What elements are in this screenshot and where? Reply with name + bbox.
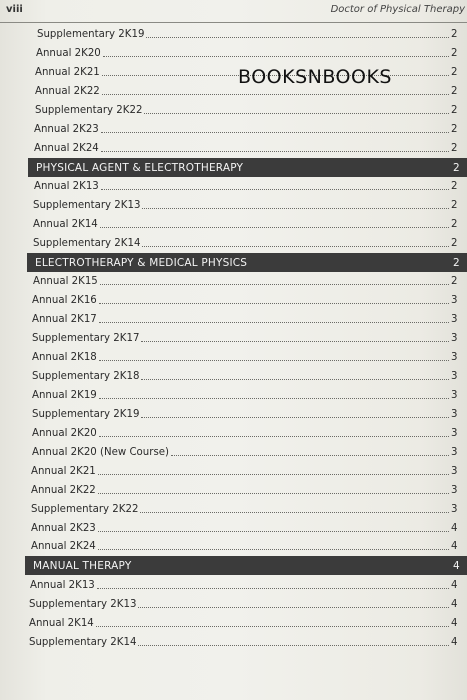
page-ref: 2 xyxy=(451,28,458,40)
page-ref: 4 xyxy=(451,598,458,610)
toc-entry xyxy=(34,120,465,138)
dot-leader xyxy=(141,378,449,380)
page-ref: 3 xyxy=(451,332,458,344)
toc-entry xyxy=(29,614,465,632)
entry-label: Annual 2K18 xyxy=(32,351,97,363)
page-ref: 2 xyxy=(451,142,458,154)
toc-entry xyxy=(32,291,465,309)
page-ref: 4 xyxy=(451,579,458,591)
dot-leader xyxy=(98,473,449,475)
toc-entry xyxy=(34,177,465,195)
dot-leader xyxy=(99,302,449,304)
toc-entry xyxy=(33,215,465,233)
toc-entry xyxy=(32,367,465,385)
entry-label: Supplementary 2K22 xyxy=(35,104,143,116)
section-heading xyxy=(25,556,467,575)
entry-label: Annual 2K14 xyxy=(33,218,98,230)
page-ref: 3 xyxy=(451,484,458,496)
section-title: PHYSICAL AGENT & ELECTROTHERAPY xyxy=(36,161,244,174)
entry-label: Annual 2K20 xyxy=(32,427,97,439)
dot-leader xyxy=(138,606,449,608)
dot-leader xyxy=(138,644,449,646)
toc-entry xyxy=(29,595,465,613)
dot-leader xyxy=(98,492,449,494)
entry-label: Annual 2K15 xyxy=(33,275,98,287)
entry-label: Supplementary 2K19 xyxy=(32,408,140,420)
entry-label: Annual 2K14 xyxy=(29,617,94,629)
toc-entry xyxy=(31,462,465,480)
watermark: BOOKSNBOOKS xyxy=(238,66,392,88)
entry-label: Annual 2K24 xyxy=(34,142,99,154)
page-ref: 3 xyxy=(451,294,458,306)
dot-leader xyxy=(146,36,449,38)
toc-entry xyxy=(34,139,465,157)
section-heading xyxy=(28,158,467,177)
entry-label: Annual 2K17 xyxy=(32,313,97,325)
dot-leader xyxy=(142,207,449,209)
entry-label: Annual 2K16 xyxy=(32,294,97,306)
dot-leader xyxy=(141,416,449,418)
dot-leader xyxy=(100,226,449,228)
toc-entry xyxy=(32,386,465,404)
toc-entry xyxy=(32,310,465,328)
entry-label: Annual 2K24 xyxy=(31,540,96,552)
toc-entry xyxy=(31,519,465,537)
page-ref: 2 xyxy=(451,85,458,97)
entry-label: Annual 2K21 xyxy=(31,465,96,477)
page-number: viii xyxy=(6,4,23,15)
entry-label: Annual 2K22 xyxy=(31,484,96,496)
toc-entry xyxy=(35,101,465,119)
dot-leader xyxy=(142,245,449,247)
page-ref: 2 xyxy=(453,256,460,269)
toc-entry xyxy=(32,443,465,461)
toc-entry xyxy=(31,500,465,518)
entry-label: Supplementary 2K19 xyxy=(37,28,145,40)
entry-label: Annual 2K22 xyxy=(35,85,100,97)
dot-leader xyxy=(99,397,449,399)
dot-leader xyxy=(97,587,449,589)
dot-leader xyxy=(100,283,449,285)
page-ref: 3 xyxy=(451,313,458,325)
entry-label: Annual 2K23 xyxy=(34,123,99,135)
entry-label: Supplementary 2K18 xyxy=(32,370,140,382)
dot-leader xyxy=(101,131,449,133)
entry-label: Annual 2K13 xyxy=(30,579,95,591)
dot-leader xyxy=(102,93,449,95)
entry-label: Supplementary 2K13 xyxy=(29,598,137,610)
entry-label: Supplementary 2K22 xyxy=(31,503,139,515)
dot-leader xyxy=(101,188,449,190)
section-heading xyxy=(27,253,467,272)
page-ref: 3 xyxy=(451,408,458,420)
page-ref: 3 xyxy=(451,370,458,382)
page-ref: 2 xyxy=(451,275,458,287)
running-head: Doctor of Physical Therapy xyxy=(330,4,465,15)
entry-label: Annual 2K19 xyxy=(32,389,97,401)
dot-leader xyxy=(101,150,449,152)
entry-label: Supplementary 2K14 xyxy=(29,636,137,648)
toc-entry xyxy=(33,272,465,290)
toc-entry xyxy=(29,633,465,651)
page-ref: 2 xyxy=(451,104,458,116)
toc-entry xyxy=(37,25,465,43)
page-ref: 3 xyxy=(451,389,458,401)
page-ref: 3 xyxy=(451,446,458,458)
toc-entry xyxy=(33,234,465,252)
page-ref: 2 xyxy=(451,218,458,230)
dot-leader xyxy=(99,359,449,361)
toc-entry xyxy=(33,196,465,214)
entry-label: Supplementary 2K13 xyxy=(33,199,141,211)
page-ref: 2 xyxy=(451,47,458,59)
entry-label: Annual 2K20 (New Course) xyxy=(32,446,169,458)
dot-leader xyxy=(99,435,449,437)
entry-label: Annual 2K13 xyxy=(34,180,99,192)
entry-label: Annual 2K23 xyxy=(31,522,96,534)
page-ref: 3 xyxy=(451,465,458,477)
toc-entry xyxy=(36,44,465,62)
dot-leader xyxy=(98,530,449,532)
page-ref: 3 xyxy=(451,427,458,439)
section-title: ELECTROTHERAPY & MEDICAL PHYSICS xyxy=(35,256,248,269)
dot-leader xyxy=(144,112,449,114)
page-ref: 4 xyxy=(451,636,458,648)
dot-leader xyxy=(171,454,449,456)
page-ref: 4 xyxy=(453,559,460,572)
dot-leader xyxy=(103,55,449,57)
entry-label: Supplementary 2K14 xyxy=(33,237,141,249)
page-ref: 2 xyxy=(451,199,458,211)
toc-entry xyxy=(30,576,465,594)
page-ref: 4 xyxy=(451,540,458,552)
page-ref: 2 xyxy=(453,161,460,174)
page-ref: 2 xyxy=(451,66,458,78)
toc-entry xyxy=(32,329,465,347)
page-ref: 3 xyxy=(451,503,458,515)
page-ref: 2 xyxy=(451,237,458,249)
dot-leader xyxy=(98,548,449,550)
dot-leader xyxy=(96,625,449,627)
toc-entry xyxy=(31,537,465,555)
section-title: MANUAL THERAPY xyxy=(33,559,132,572)
dot-leader xyxy=(99,321,449,323)
toc-entry xyxy=(32,405,465,423)
toc-entry xyxy=(32,348,465,366)
entry-label: Annual 2K20 xyxy=(36,47,101,59)
dot-leader xyxy=(140,511,449,513)
toc-entry xyxy=(31,481,465,499)
page-ref: 2 xyxy=(451,123,458,135)
page-ref: 3 xyxy=(451,351,458,363)
entry-label: Annual 2K21 xyxy=(35,66,100,78)
page-ref: 4 xyxy=(451,617,458,629)
dot-leader xyxy=(141,340,449,342)
page-ref: 2 xyxy=(451,180,458,192)
entry-label: Supplementary 2K17 xyxy=(32,332,140,344)
toc-entry xyxy=(32,424,465,442)
page-ref: 4 xyxy=(451,522,458,534)
